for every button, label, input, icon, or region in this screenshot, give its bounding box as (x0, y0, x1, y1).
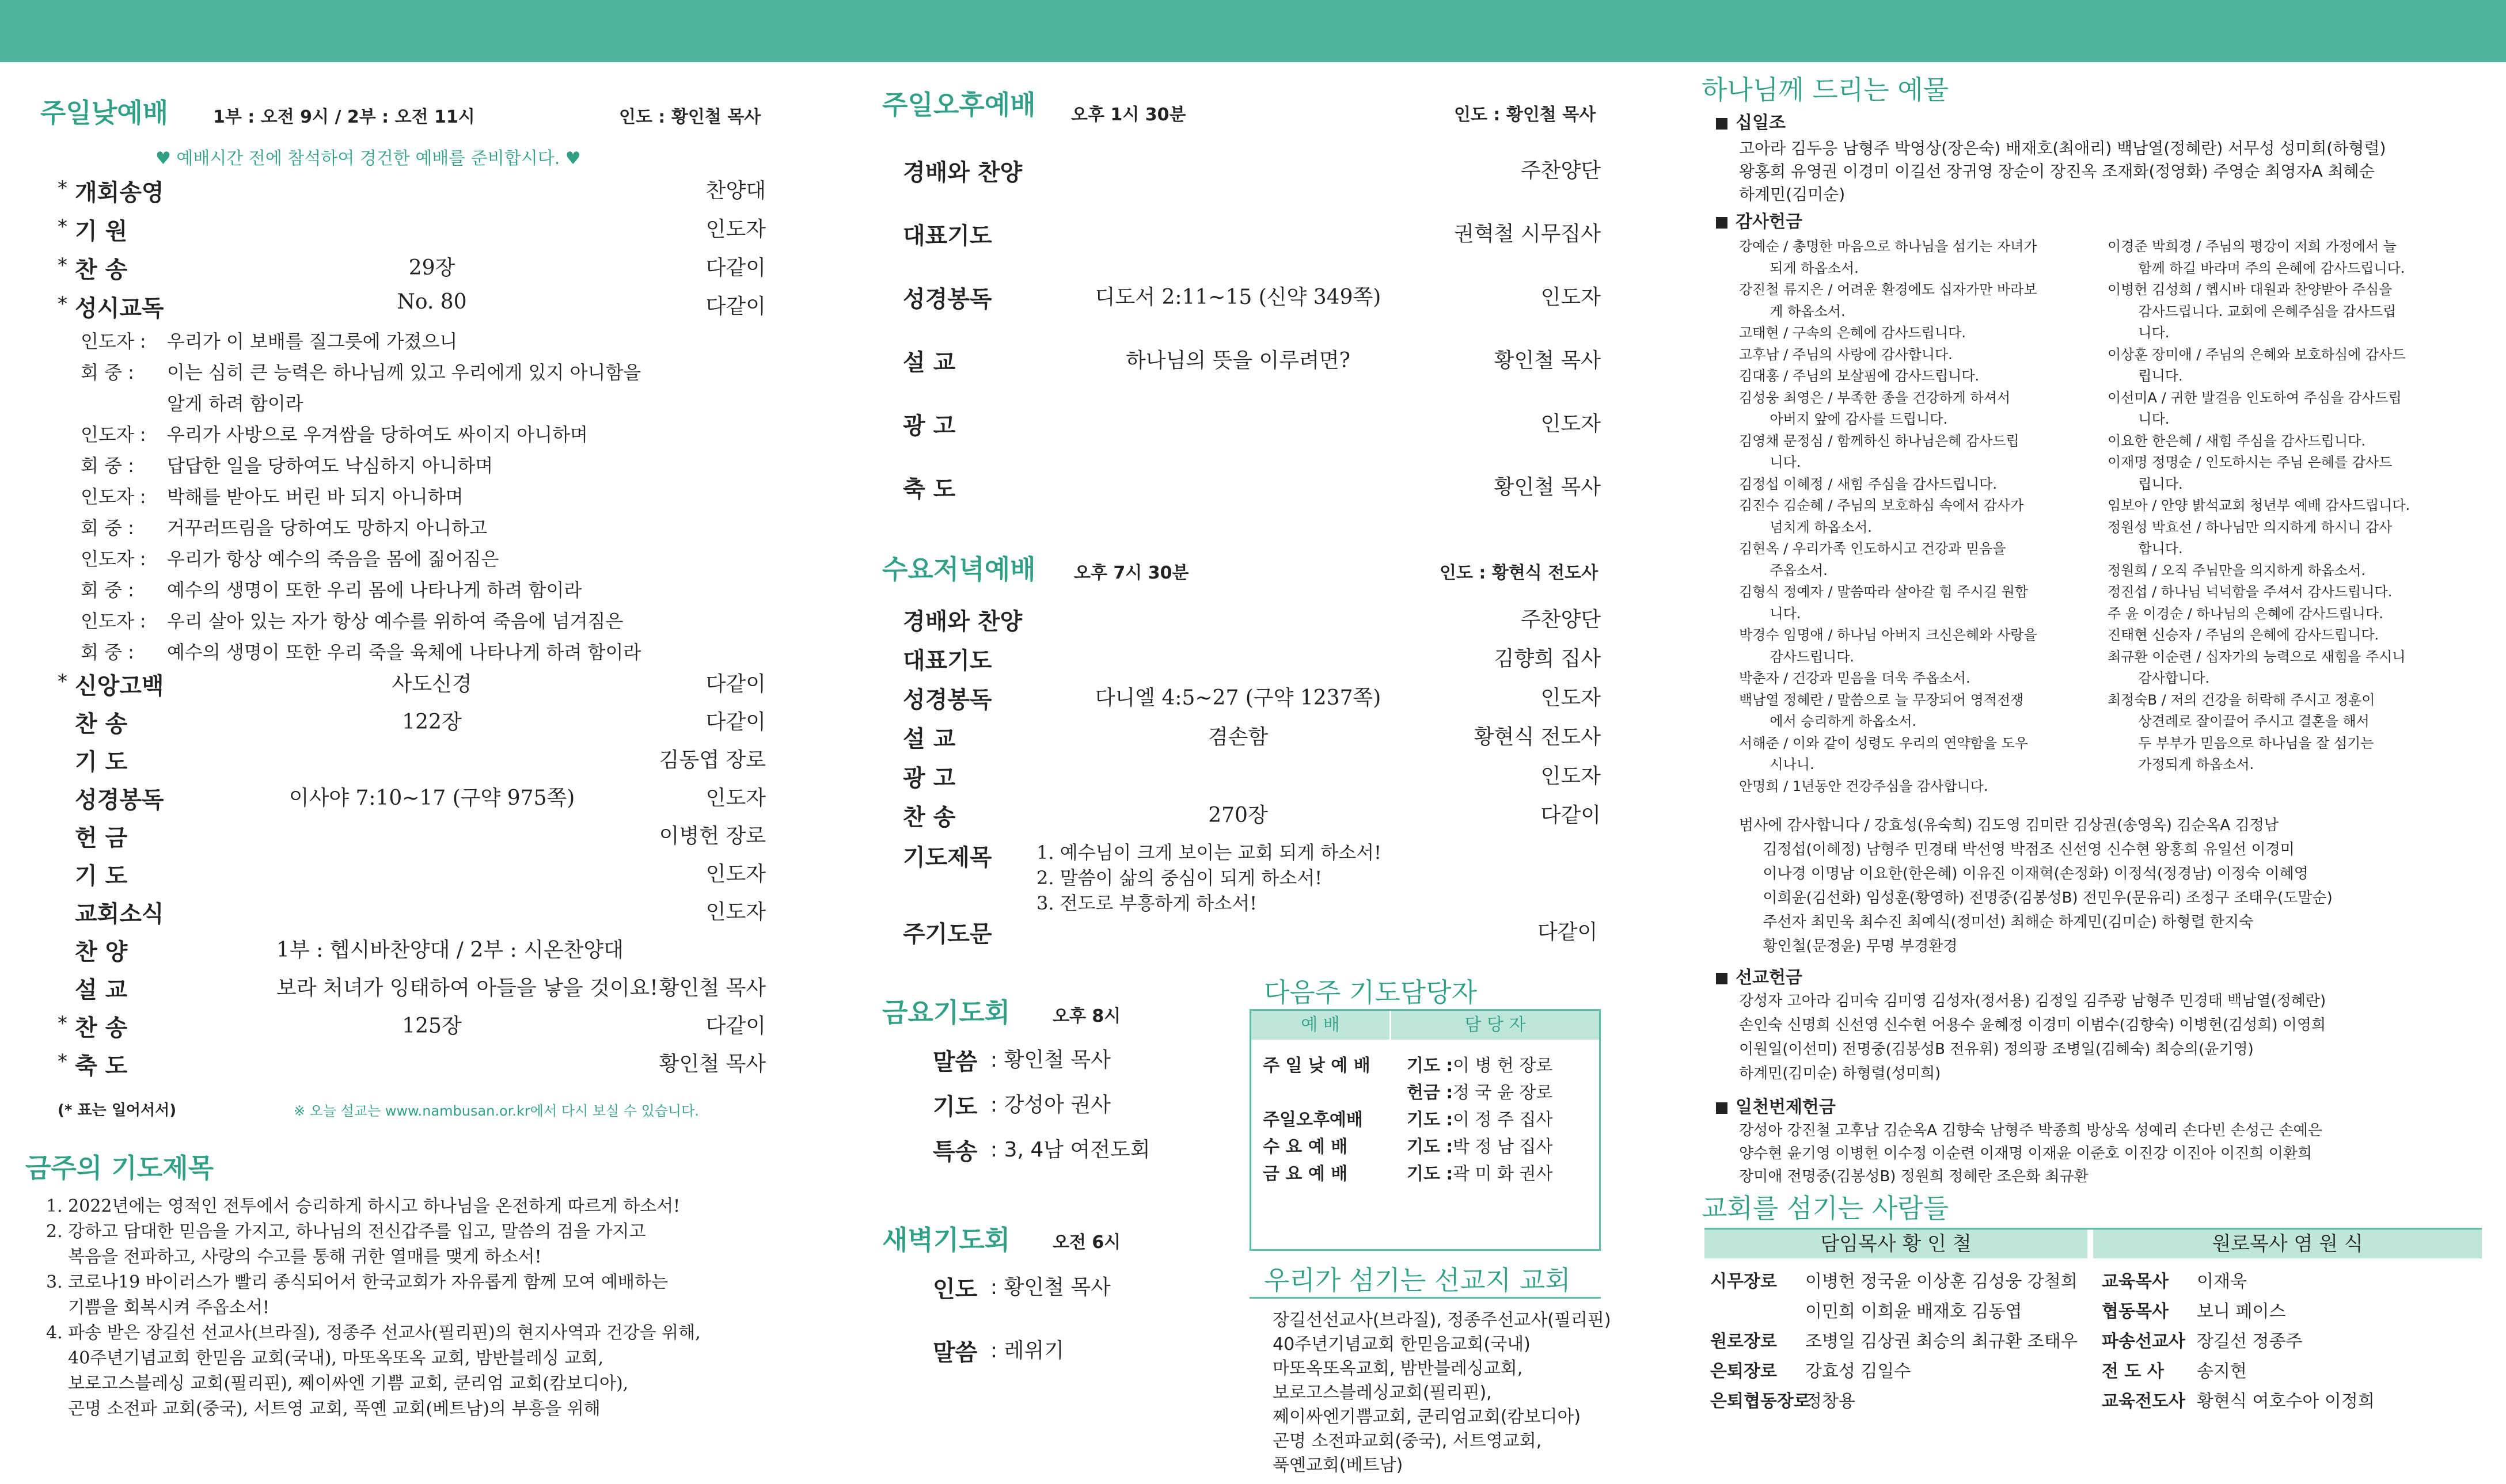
staff-names: 보니 페이스 (2197, 1302, 2286, 1322)
offering-line: 임보아 / 안양 밝석교회 청년부 예배 감사드립니다. (2108, 497, 2410, 513)
staff-role: 전 도 사 (2102, 1361, 2164, 1382)
staff-names: 정창용 (1805, 1391, 1855, 1411)
sunday-am-title: 주일낮예배 (40, 97, 169, 128)
pm-item-label: 경배와 찬양 (903, 159, 1023, 186)
responsive-speaker: 회 중 : (81, 517, 134, 539)
standing-mark: * (58, 177, 67, 200)
pm-item-person: 황인철 목사 (1494, 475, 1601, 499)
worship-item-person: 이병헌 장로 (659, 824, 766, 848)
responsive-speaker: 인도자 : (81, 330, 146, 352)
column-sunday-service (0, 62, 806, 1437)
responsive-speaker: 회 중 : (81, 579, 134, 601)
worship-item-content: No. 80 (397, 290, 467, 314)
service-row-value: : 3, 4남 여전도회 (990, 1138, 1151, 1162)
column-other-services (852, 62, 1658, 1475)
worship-item-content: 122장 (402, 710, 462, 734)
offering-line: 정원성 박효선 / 하나님만 의지하게 하시니 감사 (2108, 519, 2393, 535)
next-week-service: 수 요 예 배 (1263, 1137, 1348, 1157)
responsive-speaker: 인도자 : (81, 424, 146, 446)
wed-prayer-line: 3. 전도로 부흥하게 하소서! (1036, 892, 1258, 914)
worship-item-label: 성시교독 (75, 295, 164, 322)
pm-item-content: 하나님의 뜻을 이루려면? (1126, 349, 1350, 372)
worship-item-person: 다같이 (705, 710, 766, 734)
offering-line: 김정섭(이혜정) 남형주 민경태 박선영 박점조 신선영 신수현 왕홍희 유일선 이경미 (1739, 841, 2295, 858)
staff-role: 시무장로 (1710, 1272, 1777, 1292)
mission-church-line: 40주년기념교회 한믿음교회(국내) (1273, 1334, 1531, 1354)
offering-line: 강성아 강진철 고후남 김순옥A 김향숙 남형주 박종희 방상옥 성예리 손다빈 손성근 손예은 (1739, 1122, 2322, 1139)
worship-item-label: 교회소식 (75, 901, 164, 927)
prayer-topic-line: 4. 파송 받은 장길선 선교사(브라질), 정종주 선교사(필리핀)의 현지사역과 건강을 위해, (46, 1323, 701, 1343)
worship-item-person: 다같이 (705, 295, 766, 318)
offering-line: 주옵소서. (1739, 562, 1828, 579)
pm-item-label: 성경봉독 (903, 286, 992, 313)
wed-item-person: 황현식 전도사 (1474, 725, 1601, 749)
staff-role: 교육전도사 (2102, 1391, 2185, 1411)
wednesday-time: 오후 7시 30분 (1074, 563, 1189, 583)
sunday-pm-leader: 인도 : 황인철 목사 (1454, 105, 1596, 125)
standing-mark: * (58, 292, 67, 315)
offering-line: 립니다. (2108, 368, 2183, 384)
service-row-value: : 강성아 권사 (990, 1093, 1111, 1117)
sunday-am-time: 1부 : 오전 9시 / 2부 : 오전 11시 (213, 107, 475, 127)
missions-box (1250, 1297, 1611, 1484)
service-row-label: 특송 (933, 1139, 978, 1165)
responsive-speaker: 회 중 : (81, 641, 134, 663)
friday-time: 오후 8시 (1053, 1006, 1121, 1026)
offering-line: 김형식 정예자 / 말씀따라 살아갈 힘 주시길 원합 (1739, 584, 2028, 600)
wed-item-content: 270장 (1208, 804, 1268, 827)
worship-item-person: 인도자 (705, 900, 766, 924)
worship-item-label: 축 도 (75, 1053, 128, 1079)
responsive-line: 박해를 받아도 버린 바 되지 아니하며 (167, 486, 464, 508)
tithe-label-text: 십일조 (1736, 113, 1786, 133)
staff-names: 이민희 이희윤 배재호 김동엽 (1805, 1302, 2022, 1322)
pm-item-label: 축 도 (903, 476, 956, 503)
dawn-time: 오전 6시 (1053, 1232, 1121, 1253)
standing-mark: * (58, 254, 67, 277)
responsive-line: 알게 하려 함이라 (167, 393, 303, 414)
worship-item-label: 찬 송 (75, 711, 128, 737)
worship-item-person: 황인철 목사 (659, 1052, 766, 1076)
offering-line: 니다. (2108, 411, 2170, 427)
wed-item-content: 다니엘 4:5~27 (구약 1237쪽) (1095, 686, 1381, 710)
wed-item-person: 다같이 (1540, 804, 1601, 827)
bullet-square-icon (1716, 118, 1727, 130)
staff-names: 이재욱 (2197, 1272, 2247, 1292)
bullet-square-icon (1716, 1102, 1727, 1114)
service-row-label: 말씀 (933, 1340, 978, 1366)
staff-title: 교회를 섬기는 사람들 (1702, 1193, 1949, 1224)
offering-line: 손인숙 신명희 신선영 신수현 어용수 윤혜정 이경미 이범수(김향숙) 이병헌(김성희) 이영희 (1739, 1017, 2326, 1034)
service-row-label: 말씀 (933, 1049, 978, 1075)
oneday-label-text: 일천번제헌금 (1736, 1097, 1836, 1117)
lords-prayer-person: 다같이 (1537, 920, 1598, 944)
top-color-band (0, 0, 2506, 62)
responsive-speaker: 회 중 : (81, 455, 134, 477)
next-week-role: 기도 : (1407, 1056, 1453, 1076)
standing-mark: * (58, 215, 67, 238)
worship-item-label: 헌 금 (75, 825, 128, 851)
worship-item-person: 인도자 (705, 786, 766, 810)
offering-line: 하계민(김미순) (1739, 185, 1846, 204)
offering-line: 주선자 최민욱 최수진 최예식(정미선) 최해순 하계민(김미순) 하형렬 한지숙 (1739, 914, 2254, 931)
offering-line: 감사합니다. (2108, 670, 2209, 686)
offering-line: 이경준 박희경 / 주님의 평강이 저희 가정에서 늘 (2108, 238, 2397, 254)
sunday-pm-title: 주일오후예배 (882, 89, 1036, 120)
offering-line: 최규환 이순련 / 십자가의 능력으로 새힘을 주시니 (2108, 648, 2406, 665)
mission-church-line: 곤명 소전파교회(중국), 서트영교회, (1273, 1431, 1542, 1451)
pm-item-person: 인도자 (1540, 286, 1601, 309)
offering-line: 함께 하길 바라며 주의 은혜에 감사드립니다. (2108, 260, 2405, 276)
next-week-service: 주 일 낮 예 배 (1263, 1056, 1370, 1076)
website-note: ※ 오늘 설교는 www.nambusan.or.kr에서 다시 보실 수 있습니다. (294, 1103, 699, 1119)
worship-item-label: 찬 송 (75, 1015, 128, 1041)
responsive-speaker: 인도자 : (81, 548, 146, 570)
staff-role: 교육목사 (2102, 1272, 2169, 1292)
offering-line: 게 하옵소서. (1739, 303, 1846, 319)
prayer-topic-line: 1. 2022년에는 영적인 전투에서 승리하게 하시고 하나님을 온전하게 따르게 하소서! (46, 1196, 681, 1216)
next-week-name: 곽 미 화 권사 (1453, 1164, 1553, 1184)
staff-role: 은퇴협동장로 (1710, 1391, 1810, 1411)
next-week-service: 주일오후예배 (1263, 1110, 1363, 1130)
offering-line: 이선미A / 귀한 발걸음 인도하여 주심을 감사드립 (2108, 389, 2402, 406)
service-row-value: : 레위기 (990, 1339, 1064, 1363)
pm-item-label: 광 고 (903, 413, 956, 439)
next-week-title: 다음주 기도담당자 (1264, 977, 1478, 1008)
offering-line: 주 윤 이경순 / 하나님의 은혜에 감사드립니다. (2108, 605, 2383, 622)
responsive-line: 우리가 이 보배를 질그릇에 가졌으니 (167, 330, 458, 352)
staff-role: 협동목사 (2102, 1302, 2169, 1322)
pm-item-person: 주찬양단 (1520, 159, 1601, 182)
tithe-label (1716, 108, 1786, 134)
offering-line: 백남열 정혜란 / 말씀으로 늘 무장되어 영적전쟁 (1739, 691, 2024, 708)
next-week-head-service: 예 배 (1251, 1011, 1389, 1040)
offering-line: 넘치게 하옵소서. (1739, 519, 1872, 535)
offering-line: 이나경 이명남 이요한(한은혜) 이유진 이재혁(손정화) 이정석(정경남) 이정숙 이혜영 (1739, 865, 2308, 882)
wed-item-person: 주찬양단 (1520, 608, 1601, 631)
bullet-square-icon (1716, 973, 1727, 984)
offering-line: 장미애 전명중(김봉성B) 정원희 정혜란 조은화 최규환 (1739, 1168, 2089, 1185)
wed-item-label: 경배와 찬양 (903, 608, 1023, 635)
responsive-line: 답답한 일을 당하여도 낙심하지 아니하며 (167, 455, 493, 477)
offering-line: 에서 승리하게 하옵소서. (1739, 713, 1917, 729)
responsive-line: 우리 살아 있는 자가 항상 예수를 위하여 죽음에 넘겨짐은 (167, 610, 624, 632)
worship-item-label: 개회송영 (75, 180, 164, 206)
responsive-speaker: 인도자 : (81, 486, 146, 508)
wed-item-label: 성경봉독 (903, 687, 992, 713)
worship-item-content: 29장 (408, 256, 455, 280)
worship-item-label: 설 교 (75, 977, 128, 1003)
sunday-am-leader: 인도 : 황인철 목사 (619, 107, 761, 127)
offerings-title: 하나님께 드리는 예물 (1702, 74, 1949, 105)
wednesday-title: 수요저녁예배 (882, 554, 1036, 585)
offering-line: 김성웅 최영은 / 부족한 종을 건강하게 하셔서 (1739, 389, 2011, 406)
standing-mark: * (58, 1050, 67, 1073)
offering-line: 김영채 문정심 / 함께하신 하나님은혜 감사드립 (1739, 432, 2019, 449)
offering-line: 박춘자 / 건강과 믿음을 더욱 주옵소서. (1739, 670, 1970, 686)
offering-line: 고아라 김두응 남형주 박영상(장은숙) 배재호(최애리) 백남열(정혜란) 서무성 성미희(하형렬) (1739, 139, 2386, 158)
offering-line: 니다. (2108, 325, 2170, 341)
worship-item-person: 김동엽 장로 (659, 748, 766, 772)
mission-church-line: 장길선선교사(브라질), 정종주선교사(필리핀) (1273, 1310, 1611, 1330)
thanks-label (1716, 207, 1802, 233)
offering-line: 니다. (1739, 454, 1801, 470)
pm-item-person: 황인철 목사 (1494, 349, 1601, 372)
prayer-topic-line: 3. 코로나19 바이러스가 빨리 종식되어서 한국교회가 자유롭게 함께 모여 예배하는 (46, 1272, 668, 1292)
pm-item-content: 디도서 2:11~15 (신약 349쪽) (1095, 286, 1381, 309)
next-week-name: 이 정 주 집사 (1453, 1110, 1553, 1130)
next-week-name: 이 병 헌 장로 (1453, 1056, 1553, 1076)
pm-item-person: 권혁철 시무집사 (1454, 222, 1601, 246)
lords-prayer-label: 주기도문 (903, 921, 992, 948)
responsive-line: 예수의 생명이 또한 우리 죽을 육체에 나타나게 하려 함이라 (167, 641, 641, 663)
pm-item-person: 인도자 (1540, 412, 1601, 436)
offering-line: 정원희 / 오직 주님만을 의지하게 하옵소서. (2108, 562, 2365, 579)
wednesday-leader: 인도 : 황현식 전도사 (1440, 563, 1598, 583)
standing-mark: * (58, 670, 67, 693)
offering-line: 박경수 임명애 / 하나님 아버지 크신은혜와 사랑을 (1739, 627, 2037, 643)
responsive-speaker: 회 중 : (81, 362, 134, 383)
worship-item-label: 신앙고백 (75, 673, 164, 699)
offering-line: 왕홍희 유영권 이경미 이길선 장귀영 장순이 장진옥 조재화(정영화) 주영순 최영자A 최혜순 (1739, 162, 2375, 181)
offering-line: 고후남 / 주님의 사랑에 감사합니다. (1739, 346, 1953, 363)
offering-line: 합니다. (2108, 541, 2183, 557)
worship-item-person: 다같이 (705, 1014, 766, 1038)
wed-item-label: 찬 송 (903, 804, 956, 831)
prayer-topic-line: 40주년기념교회 한믿음 교회(국내), 마또옥또옥 교회, 밤반블레싱 교회, (46, 1348, 604, 1368)
staff-head-right: 원로목사 염 원 식 (2093, 1230, 2482, 1258)
offering-line: 아버지 앞에 감사를 드립니다. (1739, 411, 1948, 427)
offering-line: 가정되게 하옵소서. (2108, 756, 2254, 773)
service-row-value: : 황인철 목사 (990, 1276, 1111, 1299)
offering-line: 범사에 감사합니다 / 강효성(유숙희) 김도영 김미란 김상권(송영옥) 김순옥A 김정남 (1739, 817, 2279, 834)
offering-line: 립니다. (2108, 475, 2183, 492)
service-row-value: : 황인철 목사 (990, 1048, 1111, 1072)
worship-item-content: 보라 처녀가 잉태하여 아들을 낳을 것이요! (276, 976, 658, 1000)
standing-footnote: (* 표는 일어서서) (58, 1102, 177, 1119)
next-week-role: 기도 : (1407, 1110, 1453, 1130)
worship-item-label: 기 원 (75, 218, 128, 245)
worship-item-person: 황인철 목사 (659, 976, 766, 1000)
staff-box (1704, 1228, 2482, 1424)
mission-label (1716, 963, 1802, 988)
worship-item-content: 이사야 7:10~17 (구약 975쪽) (288, 786, 575, 810)
thanks-label-text: 감사헌금 (1736, 212, 1802, 232)
wed-item-person: 인도자 (1540, 686, 1601, 710)
staff-role: 원로장로 (1710, 1331, 1777, 1352)
mission-church-line: 보로고스블레싱교회(필리핀), (1273, 1383, 1492, 1403)
worship-item-person: 다같이 (705, 256, 766, 280)
prayer-topics-title: 금주의 기도제목 (25, 1152, 214, 1184)
prayer-topic-line: 복음을 전파하고, 사랑의 수고를 통해 귀한 열매를 맺게 하소서! (46, 1247, 542, 1267)
offering-line: 김진수 김순혜 / 주님의 보호하심 속에서 감사가 (1739, 497, 2024, 513)
worship-item-label: 찬 송 (75, 257, 128, 283)
offering-line: 이원일(이선미) 전명중(김봉성B 전유휘) 정의광 조병일(김혜숙) 최승의(윤기영) (1739, 1041, 2254, 1058)
offering-line: 김현옥 / 우리가족 인도하시고 건강과 믿음을 (1739, 541, 2006, 557)
worship-item-person: 인도자 (705, 862, 766, 886)
offering-line: 이요한 한은혜 / 새힘 주심을 감사드립니다. (2108, 432, 2365, 449)
responsive-line: 이는 심히 큰 능력은 하나님께 있고 우리에게 있지 아니함을 (167, 362, 641, 383)
offering-line: 이상훈 장미애 / 주님의 은혜와 보호하심에 감사드 (2108, 346, 2406, 363)
staff-names: 장길선 정종주 (2197, 1331, 2303, 1352)
offering-line: 하계민(김미순) 하형렬(성미희) (1739, 1065, 1941, 1082)
offering-line: 황인철(문정윤) 무명 부경환경 (1739, 938, 1958, 955)
next-week-head-person: 담 당 자 (1391, 1011, 1599, 1040)
offering-line: 이재명 정명순 / 인도하시는 주님 은혜를 감사드 (2108, 454, 2393, 470)
staff-names: 이병헌 정국윤 이상훈 김성웅 강철희 (1805, 1272, 2078, 1292)
next-week-role: 헌금 : (1407, 1083, 1453, 1103)
worship-item-label: 기 도 (75, 749, 128, 775)
offering-line: 이희윤(김선화) 임성훈(황영하) 전명중(김봉성B) 전민우(문유리) 조정구 조태우(도말순) (1739, 889, 2333, 907)
sunday-pm-time: 오후 1시 30분 (1071, 105, 1186, 125)
pm-item-label: 설 교 (903, 349, 956, 376)
standing-mark: * (58, 1012, 67, 1035)
staff-head-left: 담임목사 황 인 철 (1704, 1230, 2087, 1258)
offering-line: 진태현 신승자 / 주님의 은혜에 감사드립니다. (2108, 627, 2379, 643)
wednesday-prayer-label: 기도제목 (903, 844, 992, 871)
oneday-label (1716, 1093, 1836, 1118)
friday-title: 금요기도회 (882, 997, 1011, 1028)
staff-names: 송지현 (2197, 1361, 2247, 1382)
staff-names: 조병일 김상권 최승의 최규환 조태우 (1805, 1331, 2078, 1352)
wed-item-label: 대표기도 (903, 648, 992, 674)
bullet-square-icon (1716, 217, 1727, 229)
next-week-name: 정 국 윤 장로 (1453, 1083, 1553, 1103)
wed-item-label: 설 교 (903, 726, 956, 752)
responsive-line: 거꾸러뜨림을 당하여도 망하지 아니하고 (167, 517, 488, 539)
offering-line: 고태현 / 구속의 은혜에 감사드립니다. (1739, 325, 1966, 341)
worship-item-label: 기 도 (75, 863, 128, 889)
worship-item-person: 찬양대 (705, 179, 766, 203)
wed-item-content: 겸손함 (1208, 725, 1269, 749)
next-week-name: 박 정 남 집사 (1453, 1137, 1553, 1157)
offering-line: 감사드립니다. (1739, 648, 1855, 665)
worship-item-label: 성경봉독 (75, 787, 164, 813)
offering-line: 상견례로 잘이끌어 주시고 결혼을 해서 (2108, 713, 2370, 729)
worship-item-person: 다같이 (705, 672, 766, 696)
pm-item-label: 대표기도 (903, 223, 992, 249)
wed-prayer-line: 1. 예수님이 크게 보이는 교회 되게 하소서! (1036, 842, 1382, 863)
next-week-role: 기도 : (1407, 1164, 1453, 1184)
column-offerings (1681, 62, 2506, 1437)
worship-item-content: 사도신경 (392, 672, 472, 696)
mission-church-line: 마또옥또옥교회, 밤반블레싱교회, (1273, 1359, 1523, 1379)
wed-item-label: 광 고 (903, 765, 956, 792)
mission-label-text: 선교헌금 (1736, 968, 1802, 988)
offering-line: 양수현 윤기영 이병헌 이수정 이순련 이재명 이재윤 이준호 이진강 이진아 이진희 이환희 (1739, 1145, 2313, 1162)
mission-church-line: 푹옌교회(베트남) (1273, 1455, 1403, 1475)
sunday-am-notice: ♥ 예배시간 전에 참석하여 경건한 예배를 준비합시다. ♥ (155, 149, 581, 169)
offering-line: 되게 하옵소서. (1739, 260, 1859, 276)
wed-item-person: 김향희 집사 (1494, 647, 1601, 671)
dawn-title: 새벽기도회 (882, 1224, 1011, 1255)
staff-names: 황현식 여호수아 이정희 (2197, 1391, 2375, 1411)
missions-title: 우리가 섬기는 선교지 교회 (1264, 1265, 1571, 1296)
mission-church-line: 쩨이싸엔기쁨교회, 쿤리엄교회(캄보디아) (1273, 1407, 1581, 1427)
responsive-speaker: 인도자 : (81, 610, 146, 632)
next-week-table (1250, 1009, 1601, 1251)
offering-line: 강성자 고아라 김미숙 김미영 김성자(정서용) 김정일 김주광 남형주 민경태 백남열(정혜란) (1739, 992, 2326, 1010)
offering-line: 니다. (1739, 605, 1801, 622)
wed-item-person: 인도자 (1540, 764, 1601, 788)
responsive-line: 예수의 생명이 또한 우리 몸에 나타나게 하려 함이라 (167, 579, 582, 601)
next-week-service: 금 요 예 배 (1263, 1164, 1348, 1184)
offering-line: 안명희 / 1년동안 건강주심을 감사합니다. (1739, 778, 1988, 794)
responsive-line: 우리가 항상 예수의 죽음을 몸에 짊어짐은 (167, 548, 499, 570)
offering-line: 강예순 / 총명한 마음으로 하나님을 섬기는 자녀가 (1739, 238, 2037, 254)
worship-item-person: 인도자 (705, 218, 766, 241)
offering-line: 강진철 류지은 / 어려운 환경에도 십자가만 바라보 (1739, 281, 2037, 298)
next-week-role: 기도 : (1407, 1137, 1453, 1157)
offering-line: 시나니. (1739, 756, 1814, 773)
worship-item-label: 찬 양 (75, 939, 128, 965)
staff-names: 강효성 김일수 (1805, 1361, 1911, 1382)
offering-line: 정진섭 / 하나님 넉넉함을 주셔서 감사드립니다. (2108, 584, 2393, 600)
wed-prayer-line: 2. 말씀이 삶의 중심이 되게 하소서! (1036, 867, 1323, 889)
offering-line: 최정숙B / 저의 건강을 허락해 주시고 정훈이 (2108, 691, 2375, 708)
responsive-line: 우리가 사방으로 우겨쌈을 당하여도 싸이지 아니하며 (167, 424, 588, 446)
worship-item-content: 125장 (402, 1014, 462, 1038)
prayer-topic-line: 보로고스블레싱 교회(필리핀), 쩨이싸엔 기쁨 교회, 쿤리엄 교회(캄보디아), (46, 1373, 629, 1394)
staff-role: 파송선교사 (2102, 1331, 2185, 1352)
offering-line: 김정섭 이혜정 / 새힘 주심을 감사드립니다. (1739, 475, 1997, 492)
offering-line: 감사드립니다. 교회에 은혜주심을 감사드립 (2108, 303, 2397, 319)
staff-role: 은퇴장로 (1710, 1361, 1777, 1382)
prayer-topic-line: 기쁨을 회복시켜 주옵소서! (46, 1297, 270, 1318)
service-row-label: 기도 (933, 1094, 978, 1120)
offering-line: 이병헌 김성희 / 헵시바 대원과 찬양받아 주심을 (2108, 281, 2393, 298)
service-row-label: 인도 (933, 1276, 978, 1303)
worship-item-content: 1부 : 헵시바찬양대 / 2부 : 시온찬양대 (276, 938, 624, 962)
offering-line: 두 부부가 믿음으로 하나님을 잘 섬기는 (2108, 735, 2374, 751)
prayer-topic-line: 곤명 소전파 교회(중국), 서트영 교회, 푹옌 교회(베트남)의 부흥을 위해 (46, 1399, 601, 1419)
offering-line: 김대홍 / 주님의 보살핌에 감사드립니다. (1739, 368, 1980, 384)
offering-line: 서해준 / 이와 같이 성령도 우리의 연약함을 도우 (1739, 735, 2028, 751)
prayer-topic-line: 2. 강하고 담대한 믿음을 가지고, 하나님의 전신갑주를 입고, 말씀의 검을 가지고 (46, 1222, 646, 1242)
